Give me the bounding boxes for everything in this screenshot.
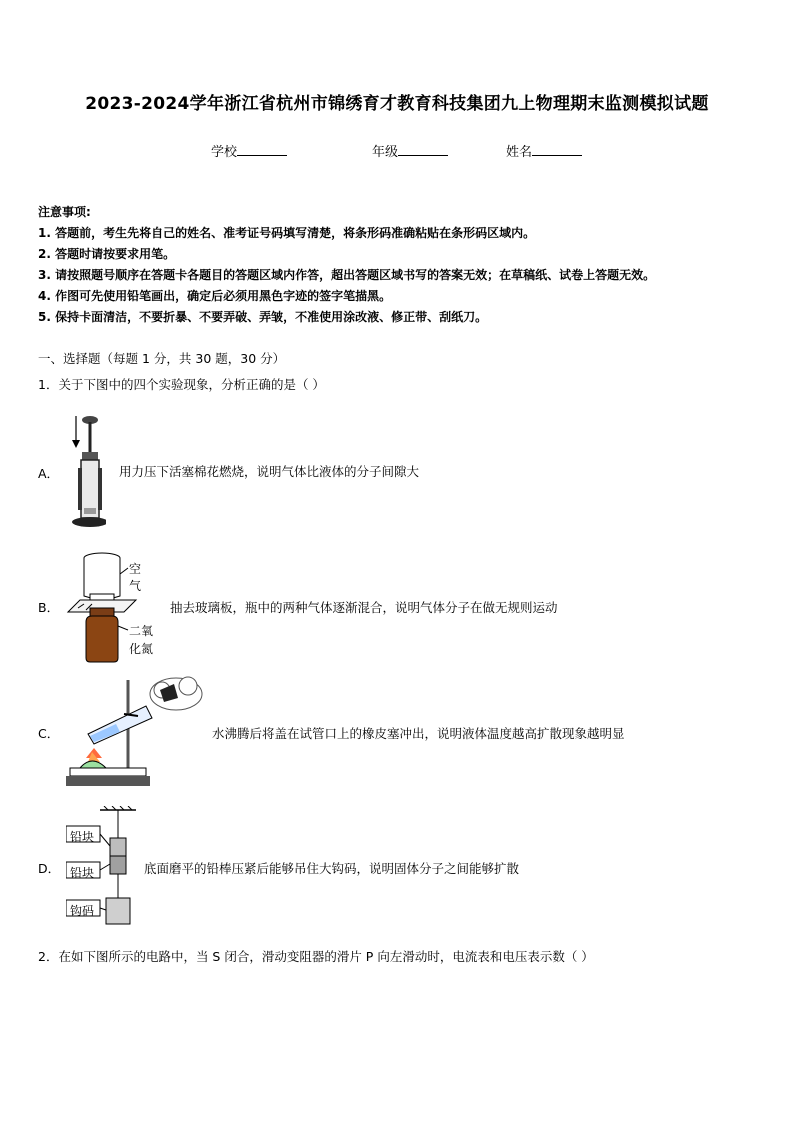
notice-heading: 注意事项:: [38, 205, 91, 219]
option-d-letter: D．: [38, 861, 61, 876]
option-c-letter: C．: [38, 726, 60, 741]
test-tube-stopper-figure: [66, 672, 206, 790]
school-label: 学校: [211, 145, 238, 160]
notice-item: 2. 答题时请按要求用笔。: [38, 247, 176, 261]
option-b-letter: B．: [38, 600, 60, 615]
section-heading: 一、选择题（每题 1 分，共 30 题，30 分）: [38, 351, 286, 366]
hook-weight-label: 钩码: [70, 904, 95, 918]
no2-label-1: 二氧: [129, 624, 154, 638]
question-2-stem: 2．在如下图所示的电路中，当 S 闭合，滑动变阻器的滑片 P 向左滑动时，电流表和电压表示数（ ）: [38, 949, 594, 964]
lead-label-1: 铅块: [70, 830, 95, 844]
grade-field[interactable]: [372, 141, 448, 160]
notice-item: 1. 答题前，考生先将自己的姓名、准考证号码填写清楚，将条形码准确粘贴在条形码区域内。: [38, 226, 536, 240]
exam-title: 2023-2024学年浙江省杭州市锦绣育才教育科技集团九上物理期末监测模拟试题: [85, 94, 709, 114]
name-label: 姓名: [506, 145, 533, 160]
question-1-stem: 1．关于下图中的四个实验现象，分析正确的是（ ）: [38, 377, 325, 392]
no2-label-2: 化氮: [129, 642, 154, 656]
option-b-text: 抽去玻璃板，瓶中的两种气体逐渐混合，说明气体分子在做无规则运动: [170, 600, 558, 615]
grade-label: 年级: [372, 145, 399, 160]
compression-ignition-figure: [66, 412, 106, 530]
air-label-1: 空: [129, 562, 142, 576]
option-a-text: 用力压下活塞棉花燃烧，说明气体比液体的分子间隙大: [119, 464, 420, 479]
notice-item: 4. 作图可先使用铅笔画出，确定后必须用黑色字迹的签字笔描黑。: [38, 289, 392, 303]
notice-item: 5. 保持卡面清洁，不要折暴、不要弄破、弄皱，不准使用涂改液、修正带、刮纸刀。: [38, 310, 488, 324]
name-field[interactable]: [506, 141, 582, 160]
option-a-letter: A．: [38, 466, 60, 481]
lead-label-2: 铅块: [70, 866, 95, 880]
option-d-text: 底面磨平的铅棒压紧后能够吊住大钩码，说明固体分子之间能够扩散: [144, 861, 520, 876]
air-label-2: 气: [129, 579, 142, 593]
option-c-text: 水沸腾后将盖在试管口上的橡皮塞冲出，说明液体温度越高扩散现象越明显: [212, 726, 625, 741]
notice-item: 3. 请按照题号顺序在答题卡各题目的答题区域内作答，超出答题区域书写的答案无效；在草稿纸、试卷上答题无效。: [38, 268, 656, 282]
school-field[interactable]: [211, 141, 287, 160]
